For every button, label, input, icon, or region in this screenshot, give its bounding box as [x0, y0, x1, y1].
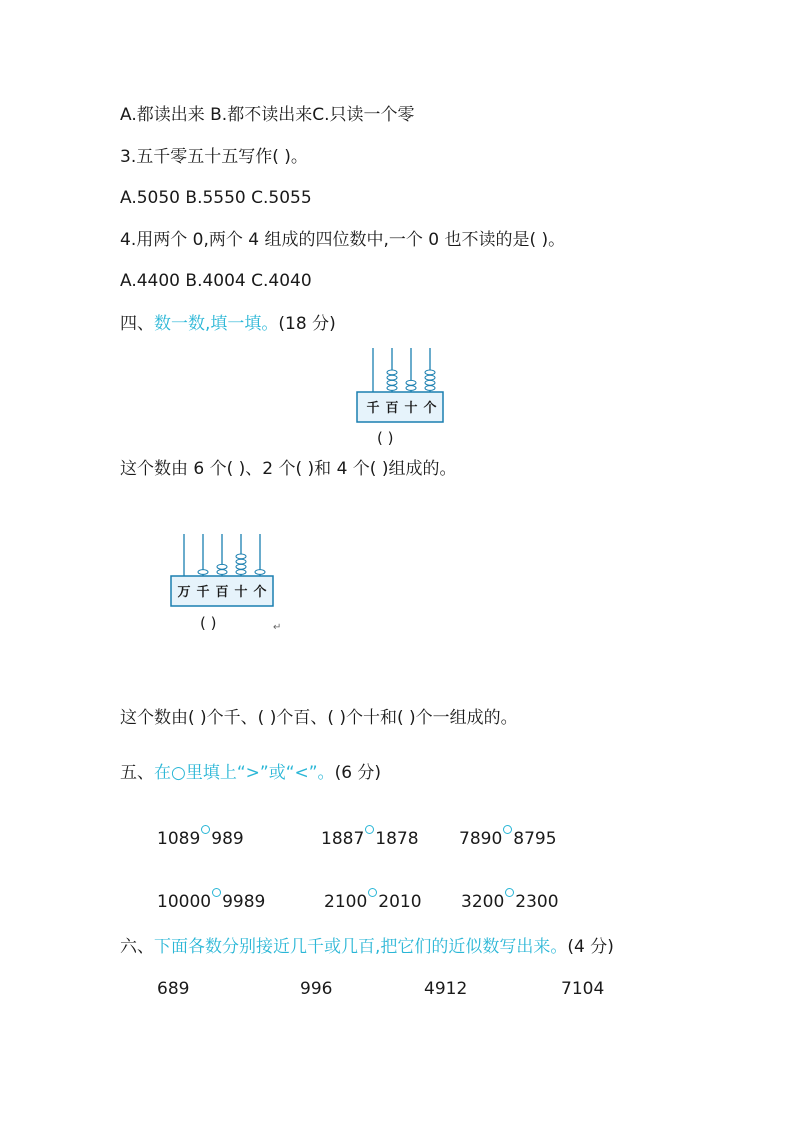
abacus-bead	[217, 570, 227, 575]
compare-right-number: 9989	[222, 892, 266, 912]
abacus-bead	[236, 559, 246, 564]
compare-item	[157, 825, 244, 850]
abacus-bead	[255, 570, 265, 575]
q4-options: A.4400 B.4004 C.4040	[120, 271, 312, 291]
section-5-heading	[120, 762, 381, 784]
section-6-heading	[120, 936, 614, 958]
section-5-score: (6 分)	[334, 763, 382, 783]
section-4-heading	[120, 313, 336, 335]
abacus-place-label: 十	[234, 585, 248, 600]
section-6-score: (4 分)	[567, 937, 614, 957]
section-5-title: 在○里填上“>”或“<”。	[154, 763, 335, 783]
abacus-place-label: 万	[177, 585, 191, 600]
abacus-place-label: 个	[423, 401, 437, 416]
abacus-bead	[387, 380, 397, 385]
abacus-bead	[236, 570, 246, 575]
abacus-bead	[198, 570, 208, 575]
abacus-place-label: 千	[366, 401, 380, 416]
abacus-bead	[425, 386, 435, 391]
compare-item	[461, 888, 559, 913]
answer-circle-icon[interactable]	[365, 825, 374, 834]
abacus-place-label: 百	[215, 585, 229, 600]
compare-left-number: 3200	[461, 892, 505, 912]
abacus-bead	[387, 370, 397, 375]
abacus-bead	[387, 386, 397, 391]
compare-left-number: 1089	[157, 829, 201, 849]
compare-item	[459, 825, 557, 850]
compare-item	[324, 888, 422, 913]
sentence-1: 这个数由 6 个( )、2 个( )和 4 个( )组成的。	[120, 459, 457, 479]
approx-number: 996	[300, 979, 333, 999]
section-4-prefix: 四、	[120, 314, 154, 334]
abacus-1	[356, 346, 446, 424]
compare-right-number: 2010	[378, 892, 422, 912]
compare-left-number: 10000	[157, 892, 212, 912]
q4-stem: 4.用两个 0,两个 4 组成的四位数中,一个 0 也不读的是( )。	[120, 230, 566, 250]
answer-circle-icon[interactable]	[505, 888, 514, 897]
section-6-prefix: 六、	[120, 937, 154, 957]
abacus-bead	[406, 380, 416, 385]
answer-circle-icon[interactable]	[503, 825, 512, 834]
abacus-bead	[387, 375, 397, 380]
abacus-bead	[406, 386, 416, 391]
abacus-place-label: 个	[253, 585, 267, 600]
compare-right-number: 1878	[375, 829, 419, 849]
abacus-2	[170, 532, 275, 608]
section-6-title: 下面各数分别接近几千或几百,把它们的近似数写出来。	[154, 937, 568, 957]
compare-right-number: 2300	[515, 892, 559, 912]
abacus-place-label: 十	[404, 401, 418, 416]
approx-number: 7104	[561, 979, 605, 999]
abacus-bead	[425, 375, 435, 380]
approx-number: 689	[157, 979, 190, 999]
abacus-bead	[217, 564, 227, 569]
section-4-score: (18 分)	[278, 314, 336, 334]
compare-item	[321, 825, 419, 850]
compare-right-number: 989	[211, 829, 244, 849]
abacus-bead	[425, 370, 435, 375]
section-5-prefix: 五、	[120, 763, 154, 783]
abacus-bead	[425, 380, 435, 385]
approx-number: 4912	[424, 979, 468, 999]
compare-right-number: 8795	[513, 829, 557, 849]
compare-item	[157, 888, 265, 913]
abacus-2-answer-paren: ( )	[200, 614, 217, 632]
abacus-place-label: 百	[385, 401, 399, 416]
abacus-1-answer-paren: ( )	[377, 429, 394, 447]
compare-left-number: 2100	[324, 892, 368, 912]
compare-left-number: 1887	[321, 829, 365, 849]
section-4-title: 数一数,填一填。	[154, 314, 279, 334]
abacus-place-label: 千	[196, 585, 210, 600]
answer-circle-icon[interactable]	[212, 888, 221, 897]
abacus-bead	[236, 554, 246, 559]
answer-circle-icon[interactable]	[368, 888, 377, 897]
answer-circle-icon[interactable]	[201, 825, 210, 834]
q3-options: A.5050 B.5550 C.5055	[120, 188, 312, 208]
abacus-bead	[236, 564, 246, 569]
compare-left-number: 7890	[459, 829, 503, 849]
return-mark: ↵	[273, 622, 282, 633]
q3-stem: 3.五千零五十五写作( )。	[120, 147, 308, 167]
sentence-2: 这个数由( )个千、( )个百、( )个十和( )个一组成的。	[120, 708, 518, 728]
q2-options: A.都读出来 B.都不读出来C.只读一个零	[120, 105, 415, 125]
